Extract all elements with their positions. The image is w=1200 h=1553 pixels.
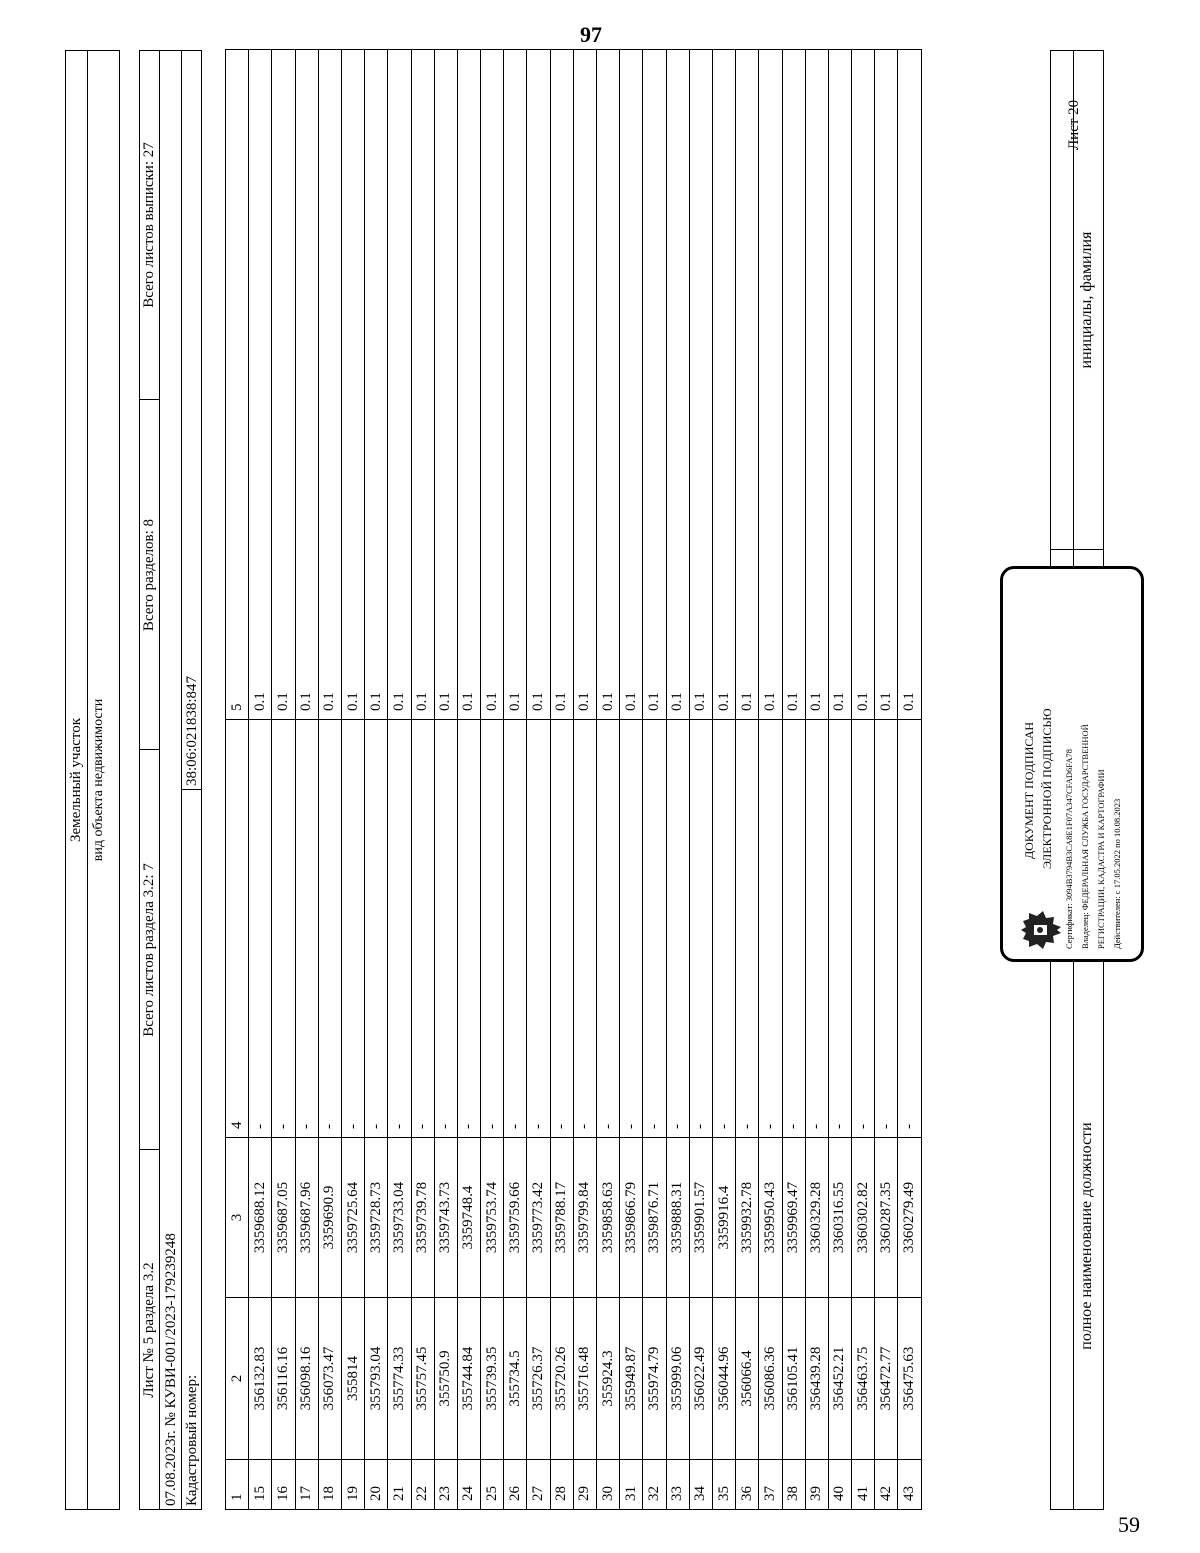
table-cell: 355726.37 [527, 1298, 550, 1460]
table-cell: 355739.35 [481, 1298, 504, 1460]
table-cell: 37 [759, 1460, 782, 1510]
stamp-title-2: ЭЛЕКТРОННОЙ ПОДПИСЬЮ [1040, 708, 1054, 869]
table-row [341, 50, 364, 1510]
table-cell: 3359858.63 [597, 1138, 620, 1298]
table-cell: 3359759.66 [504, 1138, 527, 1298]
table-cell: 355924.3 [597, 1298, 620, 1460]
table-cell: 0.1 [782, 50, 805, 720]
stamp-valid: Действителен: с 17.05.2022 по 10.08.2023 [1112, 798, 1122, 949]
table-cell: 29 [573, 1460, 596, 1510]
table-cell: 0.1 [712, 50, 735, 720]
table-row [527, 50, 550, 1510]
table-cell: - [875, 720, 898, 1138]
table-cell: 36 [736, 1460, 759, 1510]
table-cell: - [852, 720, 875, 1138]
table-cell: 16 [272, 1460, 295, 1510]
table-cell: 356452.21 [828, 1298, 851, 1460]
table-cell: 3359687.05 [272, 1138, 295, 1298]
table-cell: 356022.49 [689, 1298, 712, 1460]
table-cell: 32 [643, 1460, 666, 1510]
table-cell: 43 [898, 1460, 921, 1510]
cadastral-number: 38:06:021838:847 [184, 675, 200, 786]
e-signature-stamp [1000, 566, 1144, 962]
table-row [318, 50, 341, 1510]
table-row [898, 50, 921, 1510]
table-cell: 0.1 [689, 50, 712, 720]
table-cell: 3359950.43 [759, 1138, 782, 1298]
table-cell: - [782, 720, 805, 1138]
table-cell: 3359916.4 [712, 1138, 735, 1298]
table-cell: 21 [388, 1460, 411, 1510]
table-row [805, 50, 828, 1510]
table-cell: 26 [504, 1460, 527, 1510]
coat-of-arms-icon [1017, 909, 1067, 951]
table-cell: - [736, 720, 759, 1138]
column-header: 5 [226, 50, 249, 720]
table-row [272, 50, 295, 1510]
table-row [712, 50, 735, 1510]
table-cell: 0.1 [573, 50, 596, 720]
table-row [457, 50, 480, 1510]
table-cell: 42 [875, 1460, 898, 1510]
table-row [295, 50, 318, 1510]
page-number: 97 [580, 22, 602, 47]
table-cell: 3359773.42 [527, 1138, 550, 1298]
table-cell: - [504, 720, 527, 1138]
table-cell: 3359969.47 [782, 1138, 805, 1298]
table-cell: 24 [457, 1460, 480, 1510]
table-cell: 23 [434, 1460, 457, 1510]
table-cell: 35 [712, 1460, 735, 1510]
table-cell: 17 [295, 1460, 318, 1510]
table-cell: 0.1 [434, 50, 457, 720]
table-cell: 0.1 [295, 50, 318, 720]
table-cell: 3360302.82 [852, 1138, 875, 1298]
table-cell: 0.1 [388, 50, 411, 720]
table-cell: 355999.06 [666, 1298, 689, 1460]
total-sections: Всего разделов: 8 [141, 518, 157, 632]
table-row [597, 50, 620, 1510]
table-cell: - [388, 720, 411, 1138]
table-cell: 3360287.35 [875, 1138, 898, 1298]
table-cell: 355744.84 [457, 1298, 480, 1460]
table-cell: 3359901.57 [689, 1138, 712, 1298]
table-cell: 0.1 [481, 50, 504, 720]
table-row [411, 50, 434, 1510]
table-cell: 356086.36 [759, 1298, 782, 1460]
table-cell: 356463.75 [852, 1298, 875, 1460]
table-row [782, 50, 805, 1510]
table-cell: - [689, 720, 712, 1138]
table-cell: 34 [689, 1460, 712, 1510]
table-cell: - [341, 720, 364, 1138]
table-cell: - [457, 720, 480, 1138]
table-cell: 3359888.31 [666, 1138, 689, 1298]
table-cell: 19 [341, 1460, 364, 1510]
table-cell: 0.1 [457, 50, 480, 720]
sheet-of-section: Лист № 5 раздела 3.2 [141, 1262, 157, 1398]
table-cell: 0.1 [875, 50, 898, 720]
table-cell: - [527, 720, 550, 1138]
table-cell: 355734.5 [504, 1298, 527, 1460]
table-cell: 3359932.78 [736, 1138, 759, 1298]
table-cell: 0.1 [597, 50, 620, 720]
table-cell: - [828, 720, 851, 1138]
table-cell: 355720.26 [550, 1298, 573, 1460]
column-header: 1 [226, 1460, 249, 1510]
table-cell: 40 [828, 1460, 851, 1510]
table-cell: 0.1 [620, 50, 643, 720]
table-header-row [226, 50, 249, 1510]
table-row [504, 50, 527, 1510]
table-cell: - [759, 720, 782, 1138]
table-cell: 31 [620, 1460, 643, 1510]
table-cell: 356066.4 [736, 1298, 759, 1460]
table-cell: 0.1 [643, 50, 666, 720]
table-cell: 39 [805, 1460, 828, 1510]
table-cell: 355974.79 [643, 1298, 666, 1460]
table-cell: 3360329.28 [805, 1138, 828, 1298]
table-cell: 3359733.04 [388, 1138, 411, 1298]
extract-sheet [65, 50, 1122, 1510]
table-row [365, 50, 388, 1510]
table-cell: 356105.41 [782, 1298, 805, 1460]
table-cell: 20 [365, 1460, 388, 1510]
table-cell: 356116.16 [272, 1298, 295, 1460]
table-cell: 3359728.73 [365, 1138, 388, 1298]
date-number: 07.08.2023г. № КУВИ-001/2023-179239248 [163, 1233, 179, 1506]
table-cell: 3359690.9 [318, 1138, 341, 1298]
table-cell: - [898, 720, 921, 1138]
cadastral-label: Кадастровый номер: [184, 1374, 200, 1506]
table-cell: 38 [782, 1460, 805, 1510]
table-cell: 30 [597, 1460, 620, 1510]
object-type: Земельный участок [68, 717, 84, 843]
table-cell: 25 [481, 1460, 504, 1510]
table-row [249, 50, 272, 1510]
table-row [620, 50, 643, 1510]
table-cell: - [481, 720, 504, 1138]
stamp-owner-2: РЕГИСТРАЦИИ, КАДАСТРА И КАРТОГРАФИИ [1096, 769, 1106, 949]
table-row [434, 50, 457, 1510]
table-cell: 3359725.64 [341, 1138, 364, 1298]
table-cell: 0.1 [504, 50, 527, 720]
table-cell: 3359788.17 [550, 1138, 573, 1298]
table-row [875, 50, 898, 1510]
table-cell: - [434, 720, 457, 1138]
table-row [573, 50, 596, 1510]
column-header: 2 [226, 1298, 249, 1460]
table-cell: 3359866.79 [620, 1138, 643, 1298]
table-cell: 356132.83 [249, 1298, 272, 1460]
table-row [689, 50, 712, 1510]
table-row [759, 50, 782, 1510]
table-cell: 355757.45 [411, 1298, 434, 1460]
table-row [828, 50, 851, 1510]
stamp-owner-1: Владелец: ФЕДЕРАЛЬНАЯ СЛУЖБА ГОСУДАРСТВЕННОЙ [1080, 724, 1090, 949]
table-cell: 0.1 [318, 50, 341, 720]
table-cell: 355814 [341, 1298, 364, 1460]
table-cell: 355774.33 [388, 1298, 411, 1460]
table-cell: 356472.77 [875, 1298, 898, 1460]
table-cell: 33 [666, 1460, 689, 1510]
table-row [643, 50, 666, 1510]
table-cell: - [643, 720, 666, 1138]
table-cell: 3359799.84 [573, 1138, 596, 1298]
table-cell: 0.1 [365, 50, 388, 720]
footer-number: 59 [1118, 1512, 1140, 1537]
table-cell: 0.1 [828, 50, 851, 720]
table-cell: 27 [527, 1460, 550, 1510]
table-cell: 0.1 [550, 50, 573, 720]
table-cell: - [620, 720, 643, 1138]
table-cell: 355793.04 [365, 1298, 388, 1460]
table-cell: 22 [411, 1460, 434, 1510]
table-cell: 0.1 [898, 50, 921, 720]
stamp-title-1: ДОКУМЕНТ ПОДПИСАН [1022, 721, 1036, 859]
object-type-caption: вид объекта недвижимости [91, 698, 106, 862]
table-cell: - [550, 720, 573, 1138]
table-cell: 0.1 [527, 50, 550, 720]
table-cell: 3360316.55 [828, 1138, 851, 1298]
table-cell: 3359688.12 [249, 1138, 272, 1298]
table-cell: 3359743.73 [434, 1138, 457, 1298]
table-row [481, 50, 504, 1510]
table-cell: 0.1 [852, 50, 875, 720]
table-cell: 0.1 [341, 50, 364, 720]
table-cell: 356475.63 [898, 1298, 921, 1460]
table-cell: 28 [550, 1460, 573, 1510]
table-cell: 0.1 [272, 50, 295, 720]
table-row [852, 50, 875, 1510]
stamp-certificate: Сертификат: 3094B3794B3CA8E1F07A347CFAD6FA78 [1064, 749, 1074, 949]
table-cell: - [365, 720, 388, 1138]
table-row [666, 50, 689, 1510]
coordinates-table [225, 49, 922, 1510]
name-caption: инициалы, фамилия [1078, 231, 1095, 369]
table-cell: - [411, 720, 434, 1138]
table-cell: 41 [852, 1460, 875, 1510]
table-cell: 3359687.96 [295, 1138, 318, 1298]
table-cell: - [295, 720, 318, 1138]
table-cell: - [318, 720, 341, 1138]
table-cell: 355716.48 [573, 1298, 596, 1460]
table-cell: 3359739.78 [411, 1138, 434, 1298]
table-cell: 3360279.49 [898, 1138, 921, 1298]
table-cell: 356439.28 [805, 1298, 828, 1460]
table-cell: - [712, 720, 735, 1138]
table-cell: 356073.47 [318, 1298, 341, 1460]
table-cell: 0.1 [736, 50, 759, 720]
table-row [550, 50, 573, 1510]
column-header: 3 [226, 1138, 249, 1298]
table-cell: 0.1 [666, 50, 689, 720]
table-cell: 356098.16 [295, 1298, 318, 1460]
table-cell: - [573, 720, 596, 1138]
table-cell: - [666, 720, 689, 1138]
table-cell: 0.1 [249, 50, 272, 720]
table-cell: 356044.96 [712, 1298, 735, 1460]
table-row [736, 50, 759, 1510]
sheet-label: Лист 20 [1066, 99, 1082, 150]
total-sheets-extract: Всего листов выписки: 27 [141, 142, 157, 308]
table-cell: 355949.87 [620, 1298, 643, 1460]
table-row [388, 50, 411, 1510]
table-cell: 18 [318, 1460, 341, 1510]
position-caption: полное наименование должности [1078, 1122, 1095, 1350]
table-cell: 3359748.4 [457, 1138, 480, 1298]
table-cell: 0.1 [759, 50, 782, 720]
total-sheets-section: Всего листов раздела 3.2: 7 [141, 863, 157, 1037]
table-cell: 3359876.71 [643, 1138, 666, 1298]
table-cell: 0.1 [411, 50, 434, 720]
table-cell: 0.1 [805, 50, 828, 720]
table-cell: - [272, 720, 295, 1138]
table-cell: 3359753.74 [481, 1138, 504, 1298]
table-cell: - [249, 720, 272, 1138]
table-cell: - [597, 720, 620, 1138]
table-cell: 15 [249, 1460, 272, 1510]
table-cell: 355750.9 [434, 1298, 457, 1460]
column-header: 4 [226, 720, 249, 1138]
table-cell: - [805, 720, 828, 1138]
